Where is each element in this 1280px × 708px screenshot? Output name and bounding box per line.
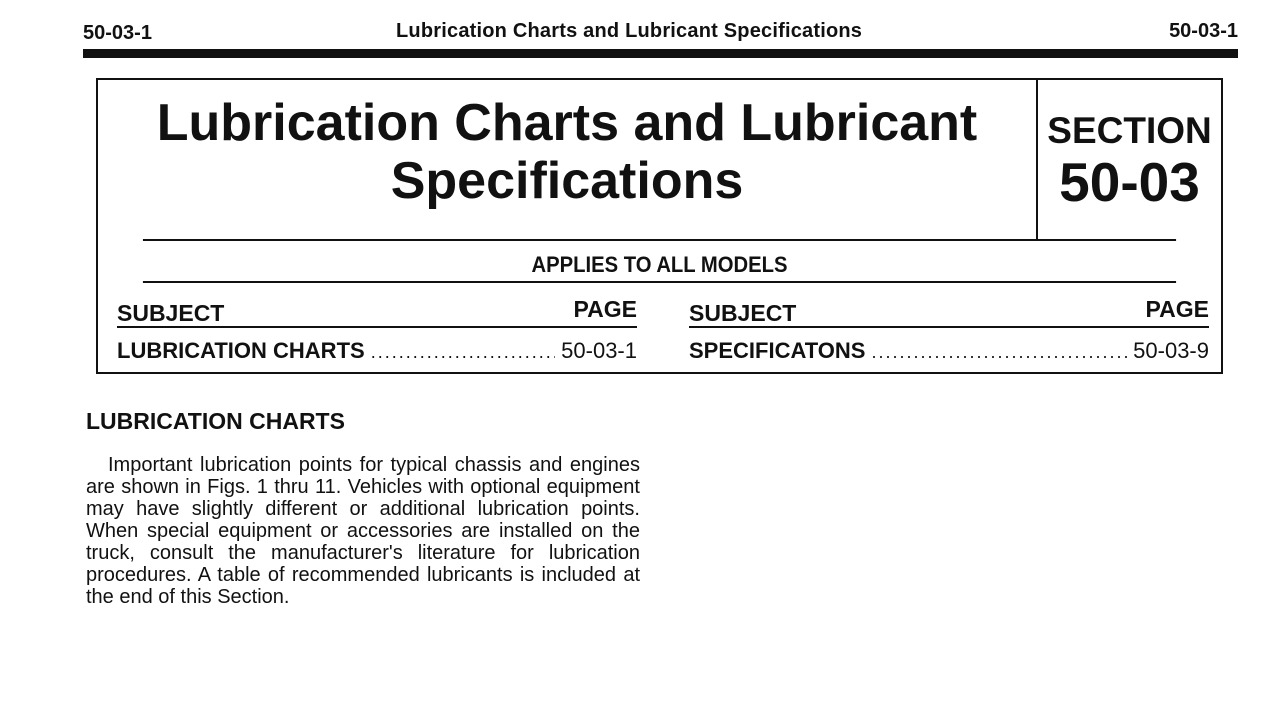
leader-dots (371, 342, 555, 363)
index-column-left (117, 290, 637, 370)
body-paragraph: Important lubrication points for typical chassis and engines are shown in Figs. 1 thru 11. Vehicles with optional equipment may have slightly different or additional lubrication points. When special equipment or accessories are installed on the truck, consult the manufacturer's literature for lubrication procedures. A table of recommended lubricants is included at the end of this Section. (86, 454, 640, 608)
page-header: PAGE (1145, 296, 1209, 322)
page-title-line-2: Specifications (390, 152, 744, 210)
header-page-number-right: 50-03-1 (1169, 20, 1238, 42)
section-number: 50-03 (1059, 151, 1200, 213)
header-page-number-left: 50-03-1 (83, 22, 152, 44)
index-entry-specifications[interactable] (689, 338, 1209, 368)
subject-header: SUBJECT (117, 300, 225, 326)
leader-dots (871, 342, 1127, 363)
title-block (96, 78, 1223, 374)
index-header-row (117, 290, 637, 328)
running-header (83, 18, 1238, 50)
index-header-row (689, 290, 1209, 328)
page-title-line-1: Lubrication Charts and Lubricant (156, 94, 978, 152)
index-entry-page: 50-03-9 (1133, 338, 1209, 363)
index-entry-subject: LUBRICATION CHARTS (117, 338, 365, 363)
section-label (1038, 80, 1221, 240)
index-entry-lubrication-charts[interactable] (117, 338, 637, 368)
index-entry-page: 50-03-1 (561, 338, 637, 363)
page-title (98, 80, 1038, 240)
section-word: SECTION (1047, 110, 1212, 151)
index-entry-subject: SPECIFICATONS (689, 338, 866, 363)
applies-banner: APPLIES TO ALL MODELS (143, 239, 1176, 283)
header-title: Lubrication Charts and Lubricant Specifications (396, 20, 863, 42)
section-heading: LUBRICATION CHARTS (86, 408, 345, 434)
subject-header: SUBJECT (689, 300, 797, 326)
page-header: PAGE (573, 296, 637, 322)
header-rule (83, 49, 1238, 58)
index-column-right (689, 290, 1209, 370)
